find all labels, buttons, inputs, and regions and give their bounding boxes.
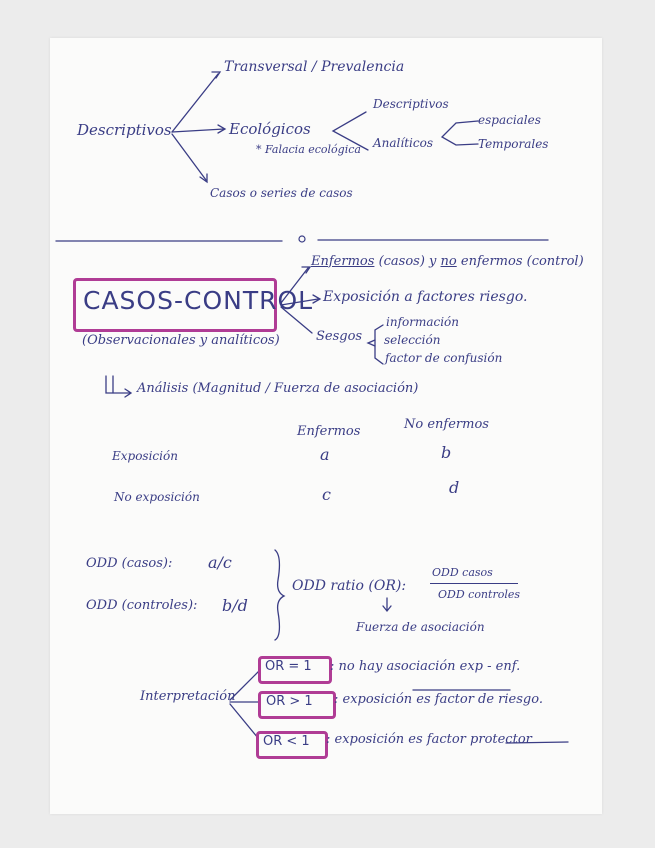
odd-ratio-label: ODD ratio (OR): — [292, 578, 407, 594]
fraction-bar — [430, 583, 518, 584]
sesgo-informacion: información — [386, 315, 460, 329]
cell-b: b — [441, 443, 452, 462]
eco-analiticos-label: Analíticos — [373, 136, 433, 150]
or-gt-1-prefix: : exposición es — [334, 692, 431, 707]
enfermos-line — [311, 254, 584, 269]
enfermos-rest: (casos) y — [378, 254, 437, 269]
eco-descriptivos-label: Descriptivos — [373, 97, 449, 111]
cell-a: a — [320, 445, 330, 464]
odd-casos-label: ODD (casos): — [86, 556, 173, 571]
ecologicos-label: Ecológicos — [229, 120, 311, 138]
enfermos-word: Enfermos — [311, 254, 375, 269]
sesgo-seleccion: selección — [384, 333, 441, 347]
odd-controles-label: ODD (controles): — [86, 598, 198, 613]
row-exposicion: Exposición — [112, 449, 178, 463]
or-gt-1: OR > 1 — [266, 694, 313, 709]
col-no-enfermos: No enfermos — [404, 417, 489, 432]
odd-casos-value: a/c — [208, 553, 232, 572]
or-eq-1-text: : no hay asociación exp - enf. — [330, 659, 521, 674]
or-lt-1-prefix: : exposición es factor — [326, 732, 466, 747]
casos-series-label: Casos o series de casos — [210, 186, 353, 200]
odd-controles-value: b/d — [222, 596, 248, 615]
exposicion-factores: Exposición a factores riesgo. — [323, 289, 528, 305]
col-enfermos: Enfermos — [297, 424, 361, 439]
casos-control-title: CASOS-CONTROL — [83, 286, 314, 315]
sesgos-label: Sesgos — [316, 329, 363, 344]
cell-d: d — [449, 478, 460, 497]
falacia-label: * Falacia ecológica — [256, 143, 361, 156]
or-eq-1: OR = 1 — [265, 659, 312, 674]
espaciales-label: espaciales — [478, 113, 541, 127]
fuerza-asociacion-label: Fuerza de asociación — [356, 620, 485, 634]
odd-ratio-denominator: ODD controles — [438, 588, 520, 601]
or-lt-1-text — [326, 732, 532, 747]
or-gt-1-tail: . — [538, 692, 543, 707]
or-gt-1-text — [334, 692, 543, 707]
factor-riesgo-emph: factor de riesgo — [434, 692, 539, 707]
sesgo-confusion: factor de confusión — [385, 351, 503, 365]
interpretacion-label: Interpretación — [140, 689, 236, 704]
protector-emph: protector — [470, 732, 532, 747]
no-enfermos-rest: enfermos (control) — [460, 254, 584, 269]
no-word: no — [440, 254, 457, 269]
transversal-label: Transversal / Prevalencia — [224, 59, 405, 75]
odd-ratio-numerator: ODD casos — [432, 566, 493, 579]
temporales-label: Temporales — [478, 137, 549, 151]
analisis-label: Análisis (Magnitud / Fuerza de asociación) — [137, 381, 419, 396]
descriptivos-root: Descriptivos — [77, 121, 172, 139]
row-no-exposicion: No exposición — [114, 490, 200, 504]
or-lt-1: OR < 1 — [263, 734, 310, 749]
casos-control-subtitle: (Observacionales y analíticos) — [82, 333, 280, 348]
cell-c: c — [322, 485, 331, 504]
